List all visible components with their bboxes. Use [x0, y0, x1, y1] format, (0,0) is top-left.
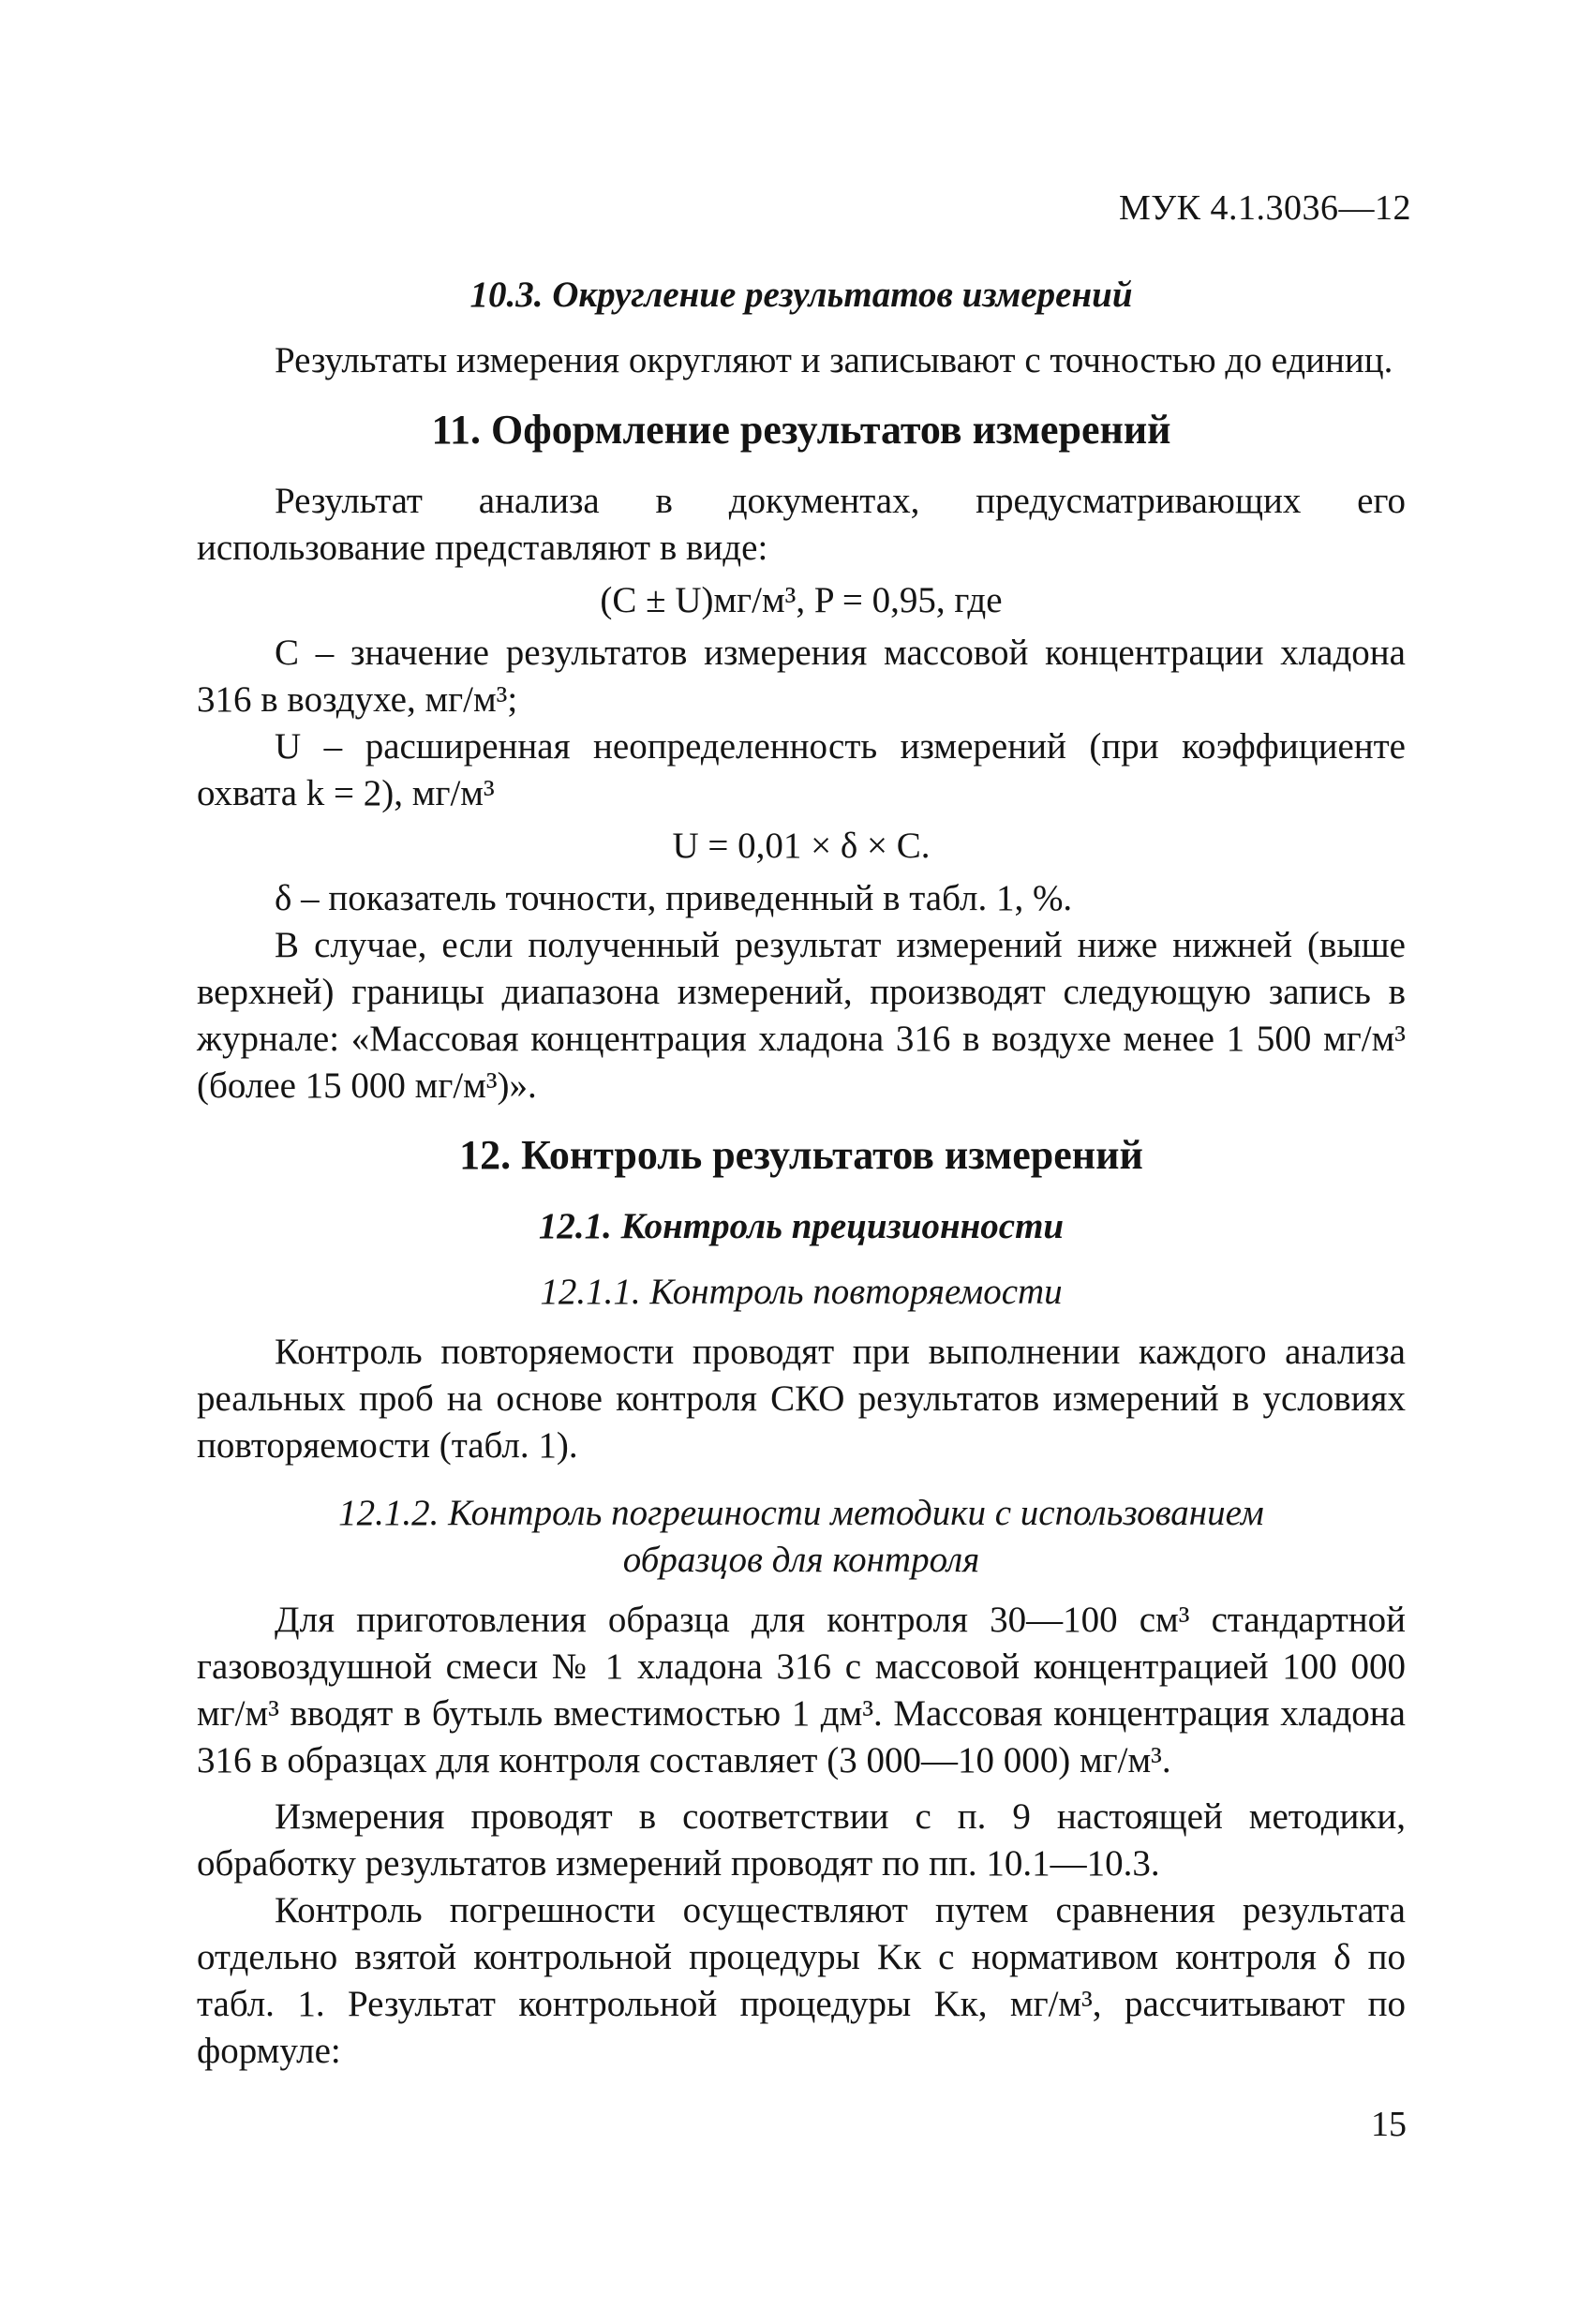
uncertainty-formula: U = 0,01 × δ × C. [672, 826, 931, 866]
section-10-3-title: 10.3. Округление результатов измерений [469, 275, 1133, 315]
section-12-1-1-title: 12.1.1. Контроль повторяемости [540, 1272, 1063, 1312]
page-number: 15 [1371, 2105, 1407, 2144]
section-11-paragraph-5: В случае, если полученный результат измерений ниже нижней (выше верхней) границы диапазона измерений, производят следующую запись в журнале: «Массовая концентрация хладона 316 в воздухе менее 1 500 мг/м³ (более 15 000 мг/м³)». [197, 925, 1406, 1106]
section-12-1-1-paragraph: Контроль повторяемости проводят при выполнении каждого анализа реальных проб на основе контроля СКО результатов измерений в условиях повторяемости (табл. 1). [197, 1332, 1406, 1466]
result-formula: (C ± U)мг/м³, P = 0,95, где [600, 580, 1003, 620]
section-12-1-title: 12.1. Контроль прецизионности [538, 1206, 1065, 1246]
section-11-paragraph-1: Результат анализа в документах, предусматривающих его использование представляют в виде: [197, 481, 1406, 568]
section-11-paragraph-4: δ – показатель точности, приведенный в табл. 1, %. [275, 878, 1073, 918]
section-12-1-2-title [197, 1490, 1406, 1584]
section-12-1-2-paragraph-1: Для приготовления образца для контроля 30—100 см³ стандартной газовоздушной смеси № 1 хладона 316 с массовой концентрацией 100 000 мг/м³ вводят в бутыль вместимостью 1 дм³. Массовая концентрация хладона 316 в образцах для контроля составляет (3 000—10 000) мг/м³. [197, 1600, 1406, 1780]
section-11-title: 11. Оформление результатов измерений [431, 407, 1171, 453]
section-12-1-2-title-line-1: 12.1.2. Контроль погрешности методики с использованием [338, 1493, 1264, 1533]
section-12-1-2-title-line-2: образцов для контроля [622, 1540, 980, 1580]
document-code: МУК 4.1.3036—12 [1118, 188, 1411, 228]
section-10-3-paragraph: Результаты измерения округляют и записывают с точностью до единиц. [275, 340, 1393, 380]
section-11-paragraph-2: C – значение результатов измерения массовой концентрации хладона 316 в воздухе, мг/м³; [197, 633, 1406, 720]
section-12-title: 12. Контроль результатов измерений [459, 1132, 1143, 1178]
page-content [197, 272, 1406, 2075]
section-12-1-2-paragraph-2: Измерения проводят в соответствии с п. 9 настоящей методики, обработку результатов измерений проводят по пп. 10.1—10.3. [197, 1796, 1406, 1884]
section-12-1-2-paragraph-3: Контроль погрешности осуществляют путем сравнения результата отдельно взятой контрольной процедуры Kк с нормативом контроля δ по табл. 1. Результат контрольной процедуры Kк, мг/м³, рассчитывают по формуле: [197, 1890, 1406, 2071]
section-11-paragraph-3: U – расширенная неопределенность измерений (при коэффициенте охвата k = 2), мг/м³ [197, 726, 1406, 813]
